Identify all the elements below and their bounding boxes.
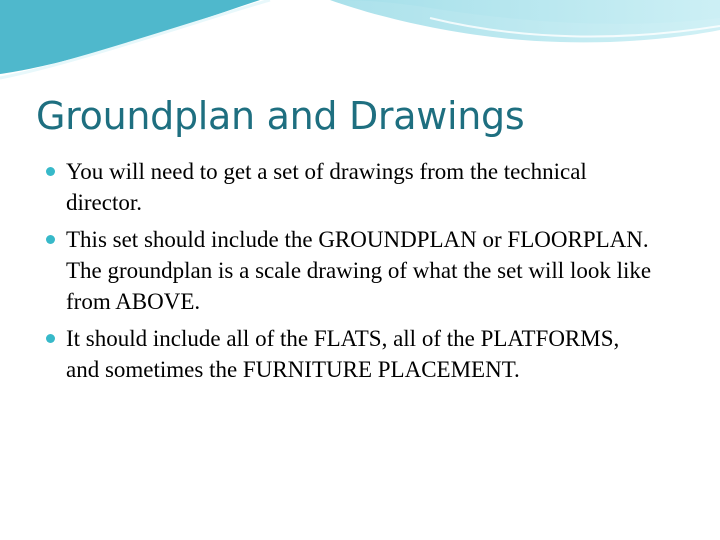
bullet-item bbox=[46, 156, 656, 218]
bullet-dot-icon bbox=[46, 167, 55, 176]
wave-front bbox=[0, 0, 260, 74]
slide-title: Groundplan and Drawings bbox=[36, 94, 525, 138]
bullet-text: You will need to get a set of drawings from the technical director. bbox=[66, 159, 587, 215]
header-wave-decoration bbox=[0, 0, 720, 90]
bullet-text: This set should include the GROUNDPLAN or FLOORPLAN. The groundplan is a scale drawing of what the set will look like from ABOVE. bbox=[66, 227, 652, 314]
bullet-item bbox=[46, 224, 656, 317]
bullet-list bbox=[46, 156, 656, 391]
bullet-dot-icon bbox=[46, 235, 55, 244]
bullet-item bbox=[46, 323, 656, 385]
bullet-dot-icon bbox=[46, 334, 55, 343]
bullet-text: It should include all of the FLATS, all of the PLATFORMS, and sometimes the FURNITURE PLACEMENT. bbox=[66, 326, 620, 382]
